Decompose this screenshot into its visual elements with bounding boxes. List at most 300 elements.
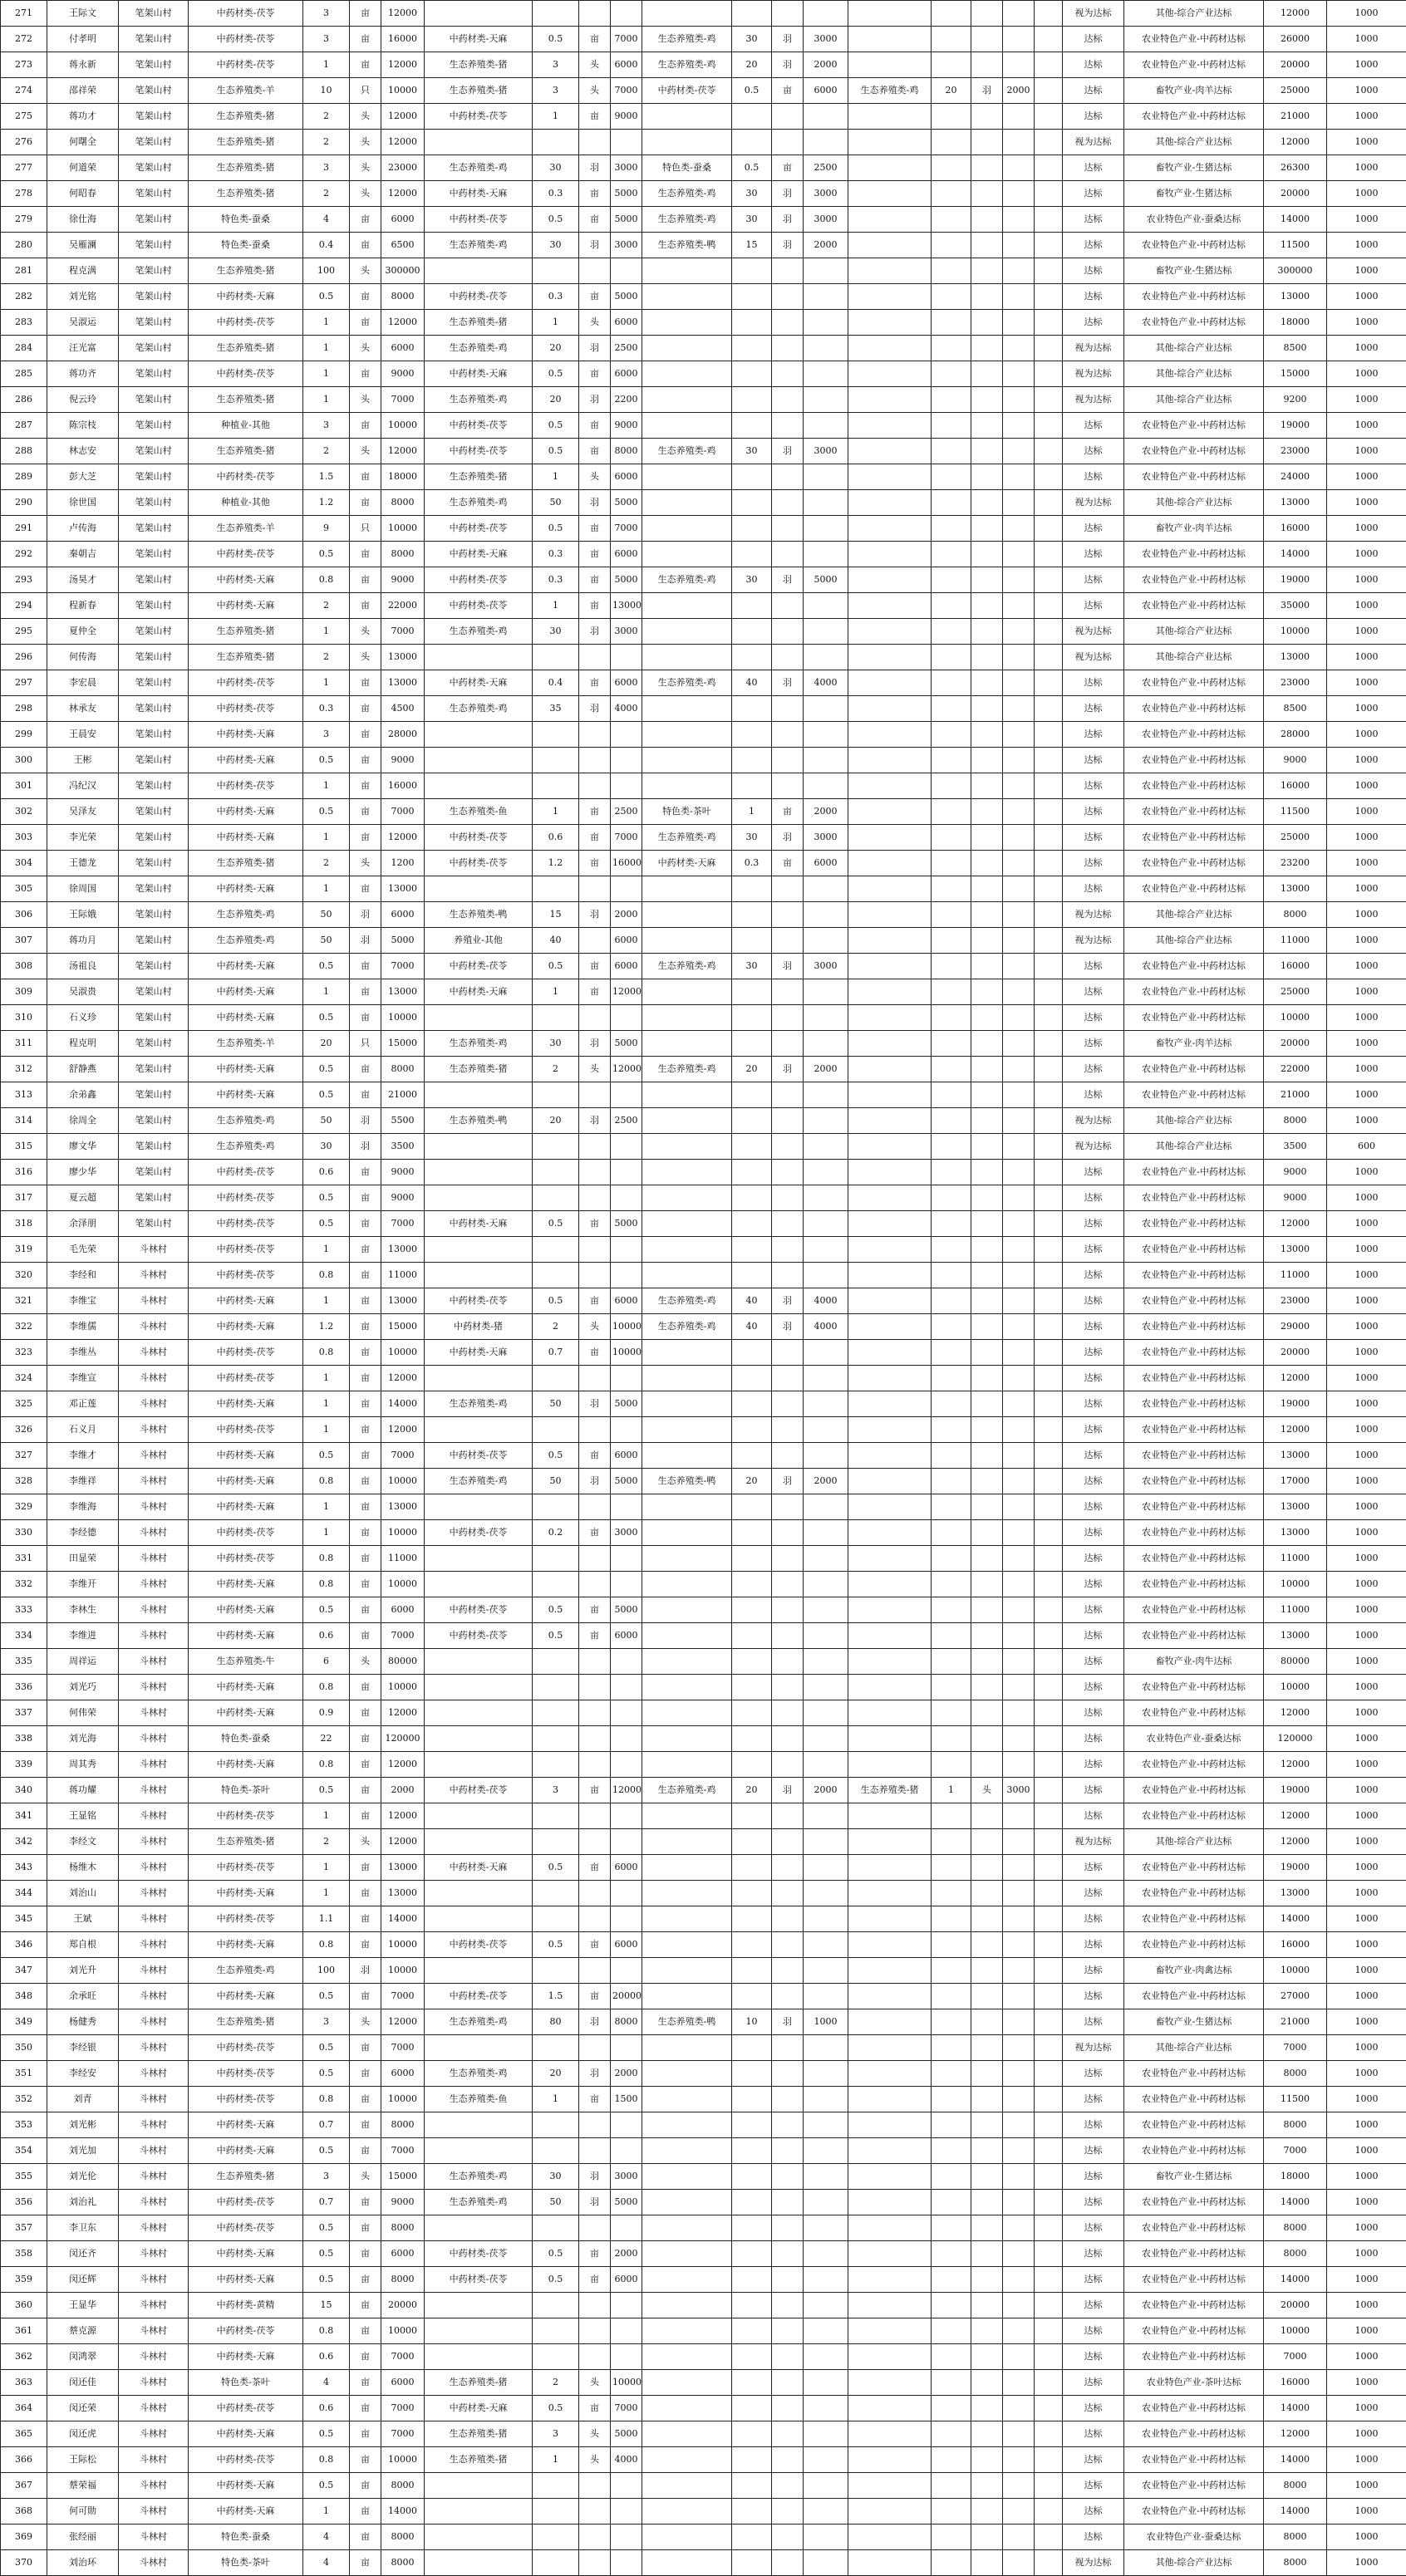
table-cell: 13000 bbox=[1264, 1520, 1327, 1546]
table-cell bbox=[971, 1623, 1003, 1649]
table-cell: 25000 bbox=[1264, 78, 1327, 104]
table-cell bbox=[1035, 954, 1063, 979]
table-cell bbox=[611, 1675, 642, 1700]
table-cell: 中药材类-茯苓 bbox=[189, 2035, 303, 2061]
table-cell: 斗林村 bbox=[119, 2112, 189, 2138]
table-cell: 16000 bbox=[381, 27, 425, 52]
table-cell bbox=[772, 645, 804, 670]
table-cell bbox=[932, 2473, 971, 2499]
table-cell: 1.5 bbox=[303, 464, 350, 490]
table-cell: 彭大芝 bbox=[47, 464, 119, 490]
table-cell: 农业特色产业-中药材达标 bbox=[1124, 1340, 1264, 1366]
table-cell: 2 bbox=[303, 181, 350, 207]
table-cell: 14000 bbox=[381, 1391, 425, 1417]
table-cell: 笔架山村 bbox=[119, 696, 189, 722]
table-cell: 达标 bbox=[1063, 1443, 1124, 1469]
table-cell: 9000 bbox=[381, 567, 425, 593]
table-cell: 1000 bbox=[1327, 2164, 1406, 2190]
table-cell: 斗林村 bbox=[119, 1263, 189, 1288]
table-cell: 笔架山村 bbox=[119, 490, 189, 516]
table-cell bbox=[971, 1108, 1003, 1134]
table-cell: 12000 bbox=[611, 979, 642, 1005]
table-cell bbox=[1035, 233, 1063, 258]
table-cell: 亩 bbox=[579, 516, 611, 542]
table-cell bbox=[804, 1443, 848, 1469]
table-cell: 6000 bbox=[804, 851, 848, 876]
table-cell: 22000 bbox=[381, 593, 425, 619]
table-cell bbox=[848, 2524, 932, 2550]
table-cell bbox=[611, 2035, 642, 2061]
table-cell bbox=[932, 1082, 971, 1108]
table-cell: 羽 bbox=[772, 1469, 804, 1494]
table-cell bbox=[1003, 542, 1035, 567]
table-cell: 王显华 bbox=[47, 2293, 119, 2318]
table-cell: 0.3 bbox=[533, 567, 579, 593]
table-cell bbox=[848, 2550, 932, 2576]
table-cell: 1000 bbox=[1327, 593, 1406, 619]
table-cell: 6000 bbox=[381, 2370, 425, 2396]
table-cell bbox=[804, 1932, 848, 1958]
table-cell bbox=[932, 1700, 971, 1726]
table-cell bbox=[732, 2087, 772, 2112]
table-cell: 16000 bbox=[1264, 1932, 1327, 1958]
table-cell bbox=[1035, 2370, 1063, 2396]
table-cell: 亩 bbox=[350, 1494, 381, 1520]
table-row bbox=[1, 2293, 1406, 2318]
table-cell bbox=[848, 1314, 932, 1340]
table-cell: 羽 bbox=[579, 2009, 611, 2035]
table-cell: 农业特色产业-中药材达标 bbox=[1124, 1263, 1264, 1288]
table-cell: 达标 bbox=[1063, 567, 1124, 593]
table-cell: 9000 bbox=[381, 2190, 425, 2215]
table-cell bbox=[848, 233, 932, 258]
table-cell: 亩 bbox=[579, 2241, 611, 2267]
table-cell bbox=[1003, 1752, 1035, 1778]
table-cell: 笔架山村 bbox=[119, 284, 189, 310]
table-cell bbox=[971, 645, 1003, 670]
table-cell: 亩 bbox=[350, 825, 381, 851]
table-row bbox=[1, 1855, 1406, 1881]
table-cell: 30 bbox=[732, 27, 772, 52]
table-cell: 6000 bbox=[611, 1288, 642, 1314]
table-cell: 1000 bbox=[1327, 1494, 1406, 1520]
table-row bbox=[1, 2061, 1406, 2087]
table-cell bbox=[848, 2318, 932, 2344]
table-cell: 中药材类-茯苓 bbox=[189, 2190, 303, 2215]
table-cell: 9200 bbox=[1264, 387, 1327, 413]
table-cell: 30 bbox=[303, 1134, 350, 1160]
table-row bbox=[1, 799, 1406, 825]
table-cell: 8000 bbox=[381, 542, 425, 567]
table-cell bbox=[971, 1520, 1003, 1546]
table-cell: 0.8 bbox=[303, 2087, 350, 2112]
table-cell bbox=[971, 1675, 1003, 1700]
table-cell: 370 bbox=[1, 2550, 47, 2576]
table-cell: 卢传海 bbox=[47, 516, 119, 542]
table-row bbox=[1, 52, 1406, 78]
table-cell: 亩 bbox=[350, 1752, 381, 1778]
table-cell bbox=[804, 2112, 848, 2138]
table-cell bbox=[848, 593, 932, 619]
table-cell: 汪光富 bbox=[47, 336, 119, 361]
table-cell: 1 bbox=[303, 361, 350, 387]
table-cell: 达标 bbox=[1063, 2138, 1124, 2164]
table-cell bbox=[932, 413, 971, 439]
table-cell: 8000 bbox=[381, 2524, 425, 2550]
table-cell bbox=[971, 1391, 1003, 1417]
table-cell: 7000 bbox=[381, 1623, 425, 1649]
table-cell bbox=[772, 928, 804, 954]
table-cell bbox=[772, 336, 804, 361]
table-cell bbox=[611, 2138, 642, 2164]
table-cell bbox=[932, 181, 971, 207]
table-cell: 0.5 bbox=[732, 155, 772, 181]
table-cell: 1000 bbox=[1327, 1366, 1406, 1391]
table-cell bbox=[1003, 1829, 1035, 1855]
table-cell: 12000 bbox=[1264, 1700, 1327, 1726]
table-row bbox=[1, 1700, 1406, 1726]
table-cell: 夏仲全 bbox=[47, 619, 119, 645]
table-cell: 王彬 bbox=[47, 748, 119, 773]
table-row bbox=[1, 2396, 1406, 2421]
table-cell bbox=[642, 1160, 732, 1185]
table-cell bbox=[1035, 1675, 1063, 1700]
table-cell: 达标 bbox=[1063, 2164, 1124, 2190]
table-cell bbox=[425, 2035, 533, 2061]
table-cell: 5000 bbox=[611, 1211, 642, 1237]
table-cell: 头 bbox=[971, 1778, 1003, 1803]
table-cell: 12000 bbox=[381, 52, 425, 78]
table-cell: 中药材类-天麻 bbox=[425, 181, 533, 207]
table-cell: 笔架山村 bbox=[119, 1, 189, 27]
table-cell: 达标 bbox=[1063, 1211, 1124, 1237]
table-cell: 11000 bbox=[1264, 1546, 1327, 1572]
table-cell: 达标 bbox=[1063, 1546, 1124, 1572]
table-cell: 羽 bbox=[579, 902, 611, 928]
table-cell: 中药材类-天麻 bbox=[189, 1623, 303, 1649]
table-cell: 达标 bbox=[1063, 2241, 1124, 2267]
table-cell: 1000 bbox=[1327, 1237, 1406, 1263]
table-row bbox=[1, 645, 1406, 670]
table-cell bbox=[642, 2138, 732, 2164]
table-cell: 0.4 bbox=[303, 233, 350, 258]
table-cell: 20 bbox=[732, 1778, 772, 1803]
table-cell bbox=[971, 902, 1003, 928]
table-cell: 9000 bbox=[611, 413, 642, 439]
table-row bbox=[1, 2421, 1406, 2447]
table-cell bbox=[1003, 2241, 1035, 2267]
table-cell bbox=[533, 773, 579, 799]
table-cell bbox=[932, 1031, 971, 1057]
table-cell: 1000 bbox=[1327, 104, 1406, 130]
table-cell bbox=[848, 1366, 932, 1391]
table-cell bbox=[642, 1700, 732, 1726]
table-cell: 亩 bbox=[350, 799, 381, 825]
table-cell: 1000 bbox=[1327, 233, 1406, 258]
table-cell bbox=[1003, 2499, 1035, 2524]
table-cell bbox=[932, 310, 971, 336]
table-cell: 8000 bbox=[381, 1057, 425, 1082]
table-cell: 8000 bbox=[381, 2112, 425, 2138]
table-cell: 322 bbox=[1, 1314, 47, 1340]
table-cell bbox=[804, 1340, 848, 1366]
table-cell bbox=[1035, 387, 1063, 413]
table-cell: 3 bbox=[303, 722, 350, 748]
table-cell bbox=[932, 1185, 971, 1211]
table-cell bbox=[848, 1417, 932, 1443]
table-cell: 王显铭 bbox=[47, 1803, 119, 1829]
table-cell: 18000 bbox=[1264, 310, 1327, 336]
table-cell: 0.8 bbox=[303, 2447, 350, 2473]
table-cell: 亩 bbox=[350, 876, 381, 902]
table-row bbox=[1, 1211, 1406, 1237]
table-cell bbox=[579, 1803, 611, 1829]
table-cell bbox=[804, 1855, 848, 1881]
table-cell bbox=[732, 2344, 772, 2370]
table-cell bbox=[804, 1134, 848, 1160]
table-cell: 何曙全 bbox=[47, 130, 119, 155]
table-cell bbox=[642, 464, 732, 490]
table-cell bbox=[932, 928, 971, 954]
table-cell bbox=[804, 2524, 848, 2550]
table-cell bbox=[579, 130, 611, 155]
table-cell bbox=[732, 1211, 772, 1237]
table-cell: 中药材类-天麻 bbox=[189, 1057, 303, 1082]
table-cell: 中药材类-天麻 bbox=[425, 27, 533, 52]
table-cell: 生态养殖类-鸡 bbox=[642, 567, 732, 593]
table-cell: 其他-综合产业达标 bbox=[1124, 361, 1264, 387]
table-cell: 中药材类-茯苓 bbox=[189, 1803, 303, 1829]
table-cell bbox=[579, 1675, 611, 1700]
table-row bbox=[1, 27, 1406, 52]
table-cell bbox=[971, 1958, 1003, 1984]
table-cell: 3000 bbox=[611, 233, 642, 258]
table-cell: 1000 bbox=[1327, 413, 1406, 439]
table-cell bbox=[642, 2421, 732, 2447]
table-cell: 271 bbox=[1, 1, 47, 27]
table-cell: 斗林村 bbox=[119, 1494, 189, 1520]
table-cell: 中药材类-天麻 bbox=[189, 2344, 303, 2370]
table-cell bbox=[579, 773, 611, 799]
table-cell bbox=[611, 1906, 642, 1932]
table-cell bbox=[1035, 1108, 1063, 1134]
table-cell: 360 bbox=[1, 2293, 47, 2318]
table-cell bbox=[1003, 1881, 1035, 1906]
table-cell: 李维祥 bbox=[47, 1469, 119, 1494]
table-cell bbox=[971, 1, 1003, 27]
table-cell: 笔架山村 bbox=[119, 130, 189, 155]
table-cell bbox=[1003, 387, 1035, 413]
table-cell bbox=[1003, 1237, 1035, 1263]
table-row bbox=[1, 567, 1406, 593]
table-cell bbox=[1035, 1984, 1063, 2009]
table-cell: 生态养殖类-猪 bbox=[425, 310, 533, 336]
table-cell bbox=[932, 722, 971, 748]
table-cell: 13000 bbox=[381, 670, 425, 696]
table-cell bbox=[772, 413, 804, 439]
table-cell: 亩 bbox=[350, 722, 381, 748]
table-cell: 刘治礼 bbox=[47, 2190, 119, 2215]
table-cell bbox=[611, 1417, 642, 1443]
table-cell bbox=[772, 258, 804, 284]
table-cell: 生态养殖类-鸡 bbox=[642, 670, 732, 696]
table-cell bbox=[732, 387, 772, 413]
table-cell: 生态养殖类-鸡 bbox=[189, 1134, 303, 1160]
table-cell: 头 bbox=[350, 619, 381, 645]
table-cell: 11000 bbox=[381, 1546, 425, 1572]
table-cell: 头 bbox=[579, 464, 611, 490]
table-cell: 农业特色产业-中药材达标 bbox=[1124, 1314, 1264, 1340]
table-cell: 1000 bbox=[1327, 1623, 1406, 1649]
table-cell: 农业特色产业-中药材达标 bbox=[1124, 2293, 1264, 2318]
table-cell: 8000 bbox=[1264, 1108, 1327, 1134]
table-cell: 20 bbox=[533, 1108, 579, 1134]
table-cell: 视为达标 bbox=[1063, 387, 1124, 413]
table-cell: 生态养殖类-鸡 bbox=[425, 2190, 533, 2215]
table-cell: 闵还荣 bbox=[47, 2396, 119, 2421]
table-cell: 农业特色产业-中药材达标 bbox=[1124, 1211, 1264, 1237]
table-cell: 视为达标 bbox=[1063, 645, 1124, 670]
table-cell: 15000 bbox=[381, 1031, 425, 1057]
table-cell bbox=[932, 748, 971, 773]
table-cell: 2500 bbox=[611, 799, 642, 825]
table-cell bbox=[932, 2396, 971, 2421]
table-cell: 10000 bbox=[1264, 1675, 1327, 1700]
table-cell bbox=[932, 1237, 971, 1263]
table-cell: 亩 bbox=[350, 542, 381, 567]
table-cell bbox=[848, 27, 932, 52]
table-cell bbox=[533, 1700, 579, 1726]
table-cell: 生态养殖类-猪 bbox=[425, 2421, 533, 2447]
table-cell: 306 bbox=[1, 902, 47, 928]
table-cell: 其他-综合产业达标 bbox=[1124, 387, 1264, 413]
table-cell bbox=[732, 593, 772, 619]
table-cell: 1000 bbox=[1327, 2009, 1406, 2035]
table-cell bbox=[1035, 155, 1063, 181]
table-cell: 6000 bbox=[611, 361, 642, 387]
table-cell: 11500 bbox=[1264, 233, 1327, 258]
table-cell bbox=[848, 1726, 932, 1752]
table-cell: 邓正莲 bbox=[47, 1391, 119, 1417]
table-cell: 亩 bbox=[350, 2370, 381, 2396]
table-cell: 1 bbox=[303, 876, 350, 902]
table-cell: 300000 bbox=[381, 258, 425, 284]
table-cell: 视为达标 bbox=[1063, 1134, 1124, 1160]
table-cell: 276 bbox=[1, 130, 47, 155]
table-cell: 10 bbox=[303, 78, 350, 104]
table-cell: 1000 bbox=[1327, 902, 1406, 928]
table-cell: 1000 bbox=[1327, 1752, 1406, 1778]
table-cell: 20000 bbox=[1264, 52, 1327, 78]
table-cell: 达标 bbox=[1063, 1855, 1124, 1881]
table-cell: 35 bbox=[533, 696, 579, 722]
table-cell bbox=[425, 1546, 533, 1572]
table-cell bbox=[732, 1391, 772, 1417]
table-cell bbox=[642, 1494, 732, 1520]
table-cell: 6000 bbox=[381, 2061, 425, 2087]
table-cell: 21000 bbox=[1264, 104, 1327, 130]
table-cell bbox=[932, 1906, 971, 1932]
table-cell bbox=[533, 2293, 579, 2318]
table-cell: 农业特色产业-中药材达标 bbox=[1124, 1417, 1264, 1443]
table-row bbox=[1, 2524, 1406, 2550]
table-cell bbox=[932, 1, 971, 27]
table-cell: 达标 bbox=[1063, 1984, 1124, 2009]
table-cell bbox=[804, 1803, 848, 1829]
table-cell: 亩 bbox=[350, 207, 381, 233]
table-cell: 达标 bbox=[1063, 1700, 1124, 1726]
table-cell: 8000 bbox=[381, 284, 425, 310]
table-cell: 笔架山村 bbox=[119, 1082, 189, 1108]
table-cell: 农业特色产业-中药材达标 bbox=[1124, 104, 1264, 130]
table-cell: 畜牧产业-肉牛达标 bbox=[1124, 1649, 1264, 1675]
table-cell: 12000 bbox=[1264, 130, 1327, 155]
table-cell bbox=[533, 2138, 579, 2164]
table-cell: 16000 bbox=[1264, 516, 1327, 542]
table-cell: 达标 bbox=[1063, 1572, 1124, 1597]
table-cell: 达标 bbox=[1063, 1675, 1124, 1700]
table-cell: 14000 bbox=[1264, 2267, 1327, 2293]
table-cell bbox=[1003, 670, 1035, 696]
table-cell bbox=[932, 1160, 971, 1185]
table-cell bbox=[1035, 1623, 1063, 1649]
table-cell: 余弟鑫 bbox=[47, 1082, 119, 1108]
table-cell: 特色类-茶叶 bbox=[189, 2550, 303, 2576]
table-cell: 亩 bbox=[579, 1443, 611, 1469]
table-cell: 余承旺 bbox=[47, 1984, 119, 2009]
table-cell: 330 bbox=[1, 1520, 47, 1546]
table-cell bbox=[971, 310, 1003, 336]
table-cell: 中药材类-茯苓 bbox=[425, 1520, 533, 1546]
table-cell bbox=[848, 2421, 932, 2447]
table-cell: 亩 bbox=[350, 284, 381, 310]
table-cell: 生态养殖类-猪 bbox=[189, 258, 303, 284]
table-cell: 0.5 bbox=[303, 1057, 350, 1082]
table-cell bbox=[611, 1494, 642, 1520]
table-cell: 生态养殖类-猪 bbox=[189, 130, 303, 155]
table-cell bbox=[425, 1366, 533, 1391]
table-cell: 4000 bbox=[611, 2447, 642, 2473]
table-cell: 羽 bbox=[579, 1108, 611, 1134]
table-cell bbox=[611, 722, 642, 748]
table-cell: 生态养殖类-猪 bbox=[189, 181, 303, 207]
table-cell bbox=[848, 1906, 932, 1932]
table-cell: 达标 bbox=[1063, 2009, 1124, 2035]
table-row bbox=[1, 1958, 1406, 1984]
table-cell: 0.5 bbox=[533, 1623, 579, 1649]
table-cell: 斗林村 bbox=[119, 1700, 189, 1726]
table-cell bbox=[1003, 825, 1035, 851]
table-cell bbox=[579, 2473, 611, 2499]
table-cell: 达标 bbox=[1063, 696, 1124, 722]
table-cell bbox=[425, 1160, 533, 1185]
table-cell: 19000 bbox=[1264, 1778, 1327, 1803]
table-cell: 343 bbox=[1, 1855, 47, 1881]
table-row bbox=[1, 490, 1406, 516]
table-cell bbox=[772, 2318, 804, 2344]
table-cell bbox=[772, 1366, 804, 1391]
table-cell: 6000 bbox=[611, 464, 642, 490]
table-cell: 14000 bbox=[381, 1906, 425, 1932]
table-cell: 0.5 bbox=[303, 1443, 350, 1469]
table-cell: 287 bbox=[1, 413, 47, 439]
table-cell: 310 bbox=[1, 1005, 47, 1031]
table-cell: 3 bbox=[533, 78, 579, 104]
table-cell: 275 bbox=[1, 104, 47, 130]
table-cell bbox=[579, 1160, 611, 1185]
table-cell: 斗林村 bbox=[119, 1366, 189, 1391]
table-cell bbox=[932, 2138, 971, 2164]
